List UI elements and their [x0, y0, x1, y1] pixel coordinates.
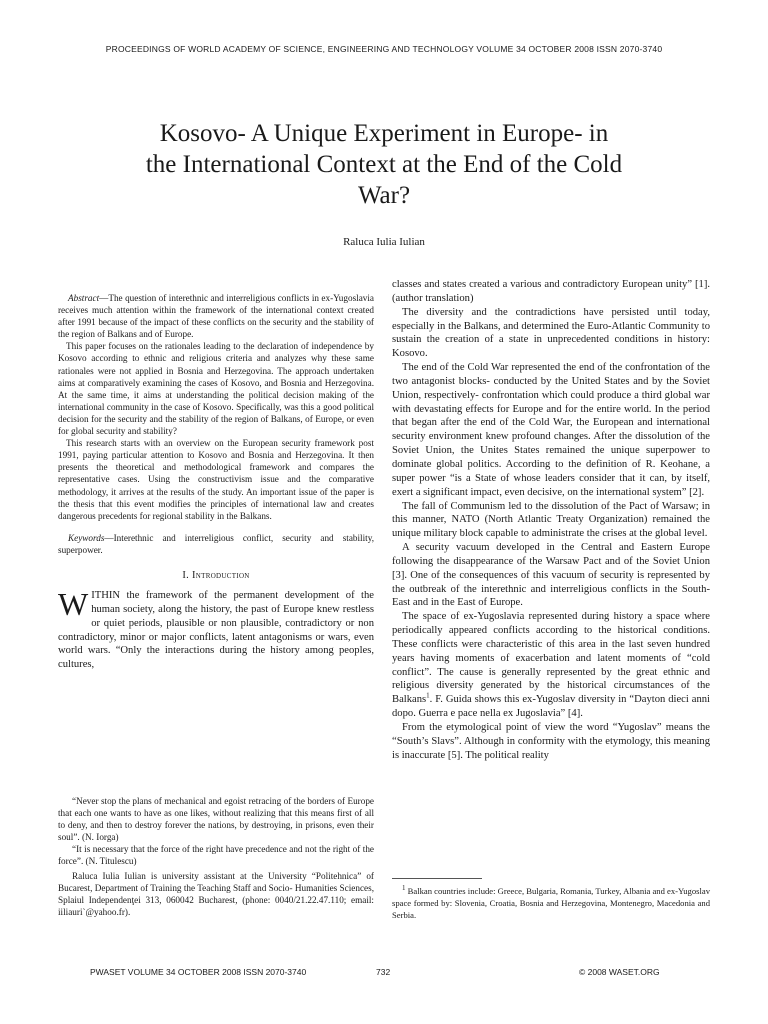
- abstract-paragraph: This paper focuses on the rationales leading to the declaration of independence by Kosovo according to ethnic and religious criteria and analyzes why these same rationales were not applied in Bosnia and Herzegovina. The approach undertaken aims at comparatively examining the cases of Kosovo, and Bosnia and Herzegovina. At the same time, it aims at understanding the political decision making of the international community in the case of Kosovo. Specifically, was this a good political decision for the security and the stability of the region of Balkans, of Europe, or even for global security and stability?: [58, 341, 374, 437]
- title-line: Kosovo- A Unique Experiment in Europe- in: [159, 120, 609, 147]
- body-paragraph: [392, 610, 710, 721]
- intro-body: ITHIN the framework of the permanent development of the human society, along the history, the past of Europe knew restless or quiet periods, plausible or non plausible, contradictory or non contradictory, minor or major conflicts, latent antagonisms or wars, even world wars. “Only the interactions during the history among peoples, cultures,: [58, 589, 374, 671]
- page-number: 732: [376, 967, 391, 977]
- abstract: [58, 292, 374, 522]
- left-column: [58, 292, 374, 672]
- affiliation-text: Raluca Iulia Iulian is university assistant at the University “Politehnica” of Bucarest, Department of Training the Teaching Staff and Socio- Humanities Sciences, Splaiul Independenţei 313, 060042 Bucharest, (phone: 0040/21.22.47.110; email: iiliauri`@yahoo.fr).: [58, 871, 374, 918]
- epigraph-quotes: [58, 795, 374, 868]
- section-title: Introduction: [192, 569, 250, 581]
- abstract-paragraph: This research starts with an overview on the European security framework post 1991, paying particular attention to Kosovo and Bosnia and Herzegovina. It then presents the theoretical and methodological framework and compares the representative cases. Using the constructivism issue and the comparative methodology, it arrives at the results of the study. An important issue of the paper is the thesis that this event modifies the principles of international law and creates dangerous precedents for regional stability in the Balkans.: [58, 438, 374, 521]
- body-paragraph: The diversity and the contradictions have persisted until today, especially in the Balkans, and determined the Euro-Atlantic Community to sustain the creation of a state in unprecedented conditions in history: Kosovo.: [392, 306, 710, 360]
- abstract-text: The question of interethnic and interreligious conflicts in ex-Yugoslavia receives much attention within the framework of the international context created after 1991 because of the impact of these conflicts on the security and the stability of the region of Balkans and of Europe.: [58, 293, 374, 340]
- footnote-rule: [392, 878, 482, 879]
- body-paragraph: The end of the Cold War represented the end of the confrontation of the two antagonist blocks- conducted by the United States and by the Soviet Union, respectively- confrontation which could produce a third global war with devastating effects for Europe and for the entire world. In the period that began after the end of the Cold War, the European and international security environment knew profound changes. After the dissolution of the Soviet Union, the Unites States remained the unique superpower to dominate global politics. According to the definition of R. Keohane, a super power “is a State of whose leaders consider that it can, by itself, exert a significant impact, even decisive, on the international system” [2].: [392, 362, 710, 498]
- paper-title: [80, 118, 688, 211]
- footnote-marker: 1: [402, 884, 406, 893]
- keywords: [58, 532, 374, 556]
- author-affiliation: [58, 870, 374, 918]
- title-line: War?: [357, 182, 411, 209]
- keywords-paragraph: [58, 532, 374, 556]
- footer-copyright: © 2008 WASET.ORG: [579, 967, 660, 977]
- abstract-paragraph: [58, 292, 374, 340]
- footnote-ref: 1: [426, 691, 430, 700]
- intro-paragraph: [58, 585, 374, 672]
- body-paragraph: The fall of Communism led to the dissolution of the Pact of Warsaw; in this manner, NATO (North Atlantic Treaty Organization) remained the unique military block capable to administrate the crises at the global level.: [392, 500, 710, 540]
- body-paragraph: A security vacuum developed in the Central and Eastern Europe following the disappearance of the Warsaw Pact and of the Soviet Union [3]. One of the consequences of this vacuum of security is represented by the outbreak of the interethnic and interreligious conflicts in the South-East and in the East of Europe.: [392, 542, 710, 609]
- footnote: [392, 885, 710, 921]
- footnote-text: Balkan countries include: Greece, Bulgaria, Romania, Turkey, Albania and ex-Yugoslav space formed by: Slovenia, Croatia, Bosnia and Herzegovina, Montenegro, Macedonia and Serbia.: [392, 886, 710, 920]
- body-paragraph: classes and states created a various and contradictory European unity” [1]. (author translation): [392, 279, 710, 304]
- author-name: Raluca Iulia Iulian: [343, 236, 425, 248]
- right-column: [392, 278, 710, 763]
- keywords-label: Keywords: [68, 532, 105, 543]
- quote-iorga: “Never stop the plans of mechanical and egoist retracing of the borders of Europe that each one wants to have as one likes, without realizing that this means first of all to deny, and then to destroy forever the nations, by destroying, in prisons, even their soul”. (N. Iorga): [58, 796, 374, 843]
- body-paragraph: From the etymological point of view the word “Yugoslav” means the “South’s Slavs”. Although in conformity with the etymology, this meaning is inaccurate [5]. The political reality: [392, 722, 710, 761]
- body-text: . F. Guida shows this ex-Yugoslav diversity in “Dayton dieci anni dopo. Guerra e pace nella ex Jugoslavia” [4].: [392, 694, 710, 720]
- running-header: PROCEEDINGS OF WORLD ACADEMY OF SCIENCE, ENGINEERING AND TECHNOLOGY VOLUME 34 OCTOBER 2008 ISSN 2070-3740: [105, 44, 663, 54]
- abstract-label: Abstract: [68, 293, 100, 303]
- title-line: the International Context at the End of the Cold: [145, 151, 623, 178]
- section-heading: [58, 570, 374, 581]
- body-text: The space of ex-Yugoslavia represented during history a space where periodically appeared conflicts according to the historical conditions. These conflicts were characteristic of this area in the last seven hundred years having moments of exacerbation and latent moments of “cold conflict”. The cause is generally represented by the great ethnic and religious diversity generated by the historical circumstances of the Balkans: [392, 611, 710, 706]
- footer-journal: PWASET VOLUME 34 OCTOBER 2008 ISSN 2070-3740: [90, 967, 307, 977]
- abstract-dash: —: [99, 293, 109, 303]
- drop-cap: W: [58, 585, 89, 622]
- keywords-dash: —: [104, 532, 114, 543]
- intro-text: [58, 585, 374, 672]
- quote-titulescu: “It is necessary that the force of the right have precedence and not the right of the force”. (N. Titulescu): [58, 844, 374, 867]
- section-number: I.: [182, 569, 190, 581]
- keywords-text: Interethnic and interreligious conflict, security and stability, superpower.: [58, 532, 374, 555]
